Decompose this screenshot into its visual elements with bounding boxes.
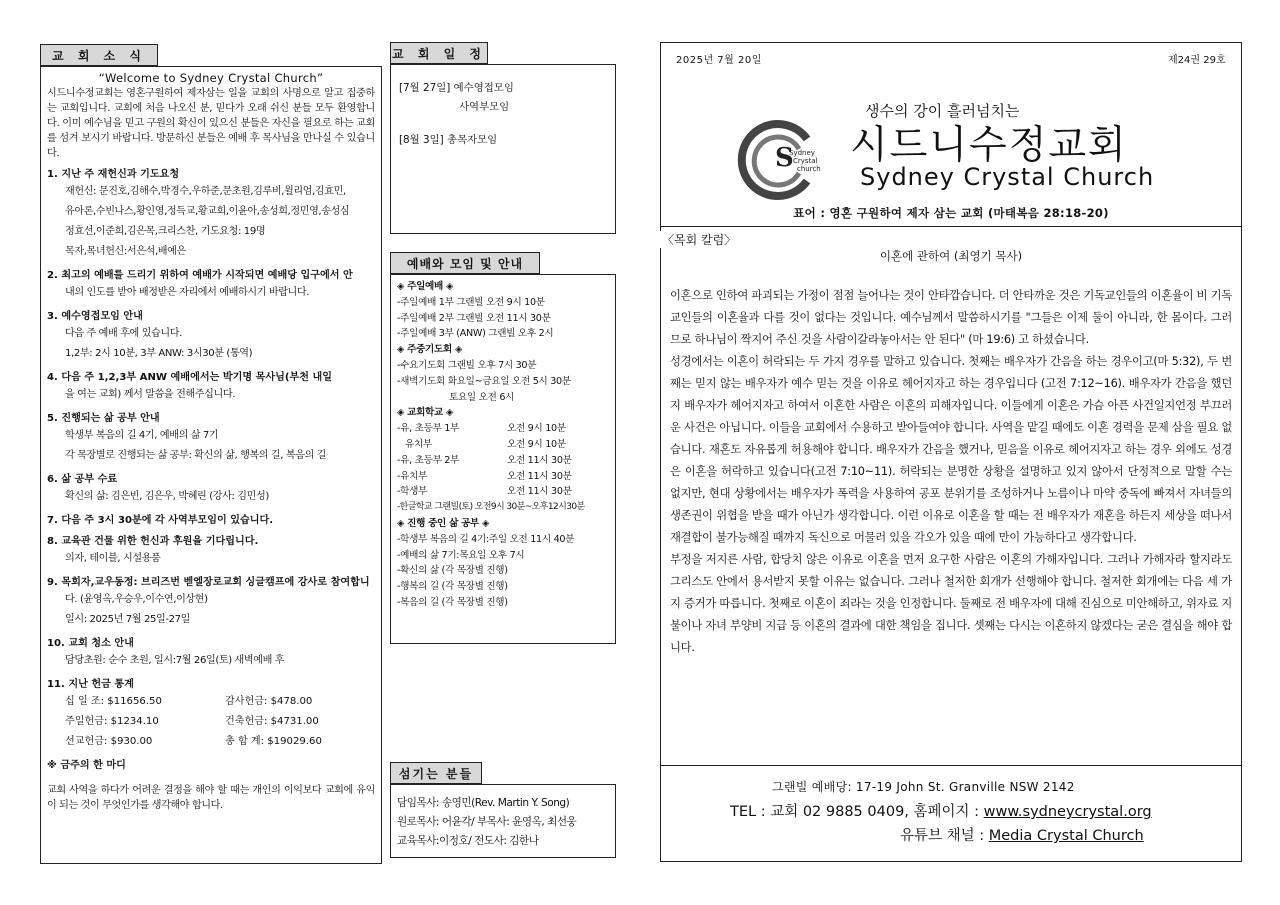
service-line: -주일예배 2부 그랜빌 오전 11시 30분 (397, 312, 551, 324)
offering-table (47, 692, 375, 752)
news-item-3-line: 1,2부: 2시 10분, 3부 ANW: 3시30분 (통역) (65, 348, 253, 359)
youtube-label: 유튜브 채널 : (900, 828, 989, 844)
news-item-9-line: 다. (윤영옥,우승우,이수연,이상현) (65, 594, 208, 605)
school-time: 오전 9시 10분 (507, 438, 566, 450)
news-item-11-heading: 11. 지난 헌금 통계 (47, 679, 134, 690)
staff-line: 원로목사: 어윤각/ 부목사: 윤영옥, 최선웅 (397, 816, 577, 828)
service-line: 토요일 오전 6시 (449, 391, 515, 403)
welcome-heading: “Welcome to Sydney Crystal Church” (98, 71, 324, 85)
news-item-5-line: 학생부 복음의 길 4기, 예배의 삶 7기 (65, 430, 219, 441)
school-row (397, 469, 609, 485)
bulletin-date: 2025년 7월 20일 (676, 55, 762, 66)
news-item-6-heading: 6. 삶 공부 수료 (47, 474, 118, 485)
news-item-1-line: 재헌신: 문진호,김해수,박경수,우하준,문초원,김루비,윌리엄,김효민, (65, 186, 346, 197)
service-line: -주일예배 1부 그랜빌 오전 9시 10분 (397, 296, 545, 308)
youtube-line (660, 824, 1242, 845)
news-section-title: 교 회 소 식 (40, 44, 158, 66)
service-line: -한글학교 그랜빌(토) 오전9시 30분~오후12시30분 (397, 502, 585, 513)
staff-section-title: 섬기는 분들 (390, 762, 482, 784)
logo-text: Crystal (793, 157, 818, 165)
schedule-section (390, 64, 616, 234)
school-group: -유, 초등부 2부 (397, 454, 460, 466)
church-school-heading: ◈ 교회학교 ◈ (397, 407, 454, 419)
school-group: -유, 초등부 1부 (397, 423, 460, 435)
offering-cell: 십 일 조: $11656.50 (65, 696, 162, 707)
schedule-section-title: 교 회 일 정 (390, 42, 488, 64)
worship-section (390, 274, 616, 644)
school-time: 오전 9시 10분 (507, 423, 566, 435)
news-item-10-heading: 10. 교회 청소 안내 (47, 638, 134, 649)
news-item-4-heading: 4. 다음 주 1,2,3부 ANW 예배에서는 박기명 목사님(부천 내일 (47, 372, 332, 383)
staff-section (390, 784, 616, 858)
church-motto: 표어 : 영혼 구원하여 제자 삼는 교회 (마태복음 28:18-20) (793, 206, 1109, 220)
phone-label: TEL : 교회 02 9885 0409, 홈페이지 : (730, 804, 984, 820)
service-line: -학생부 복음의 길 4기:주일 오전 11시 40분 (397, 533, 575, 545)
life-study-heading: ◈ 진행 중인 삶 공부 ◈ (397, 517, 490, 529)
schedule-date: [7월 27일] (399, 82, 451, 94)
divider (660, 765, 1242, 766)
offering-cell: 감사헌금: $478.00 (225, 696, 313, 707)
service-line: -주일예배 3부 (ANW) 그랜빌 오후 2시 (397, 328, 554, 340)
column-paragraph: 성경에서는 이혼이 허락되는 두 가지 경우를 말하고 있습니다. 첫째는 배우자가 간음을 하는 경우이고(마 5:32), 두 번째는 믿지 않는 배우자가 예수 믿는 것을 이유로 헤어지자고 하는 경우입니다 (고전 7:12~16). 배우자가 간음을 했던지 배우자가 헤어지자고 하여서 이혼한 사람은 이혼의 피해자입니다. 이들에게 이혼은 가슴 아픈 사건일지언정 부끄러운 사건은 아닙니다. 이들을 교회에서 수용하고 받아들여야 합니다. 사역을 맡길 때에도 이혼 경력을 문제 삼을 필요 없습니다. 재혼도 자유롭게 허용해야 합니다. 배우자가 간음을 했거나, 믿음을 이유로 헤어지자고 하는 경우 외에도 성경은 이혼을 허락하고 있습니다(고전 7:10~11). 허락되는 분명한 상황을 설명하고 있지 않아서 단정적으로 말할 수는 없지만, 현대 상황에서는 배우자가 폭력을 사용하여 공포 분위기를 조성하거나 노름이나 마약 중독에 빠져서 자녀들의 생존권이 위협을 받을 때가 아닌가 생각합니다. 이런 이유로 이혼을 할 때는 전 배우자가 재혼을 하든지 세상을 떠나서 재결합이 불가능해질 때까지 독신으로 머물러 있을 각오가 있을 때에 만이 가능하다고 생각합니다. (670, 355, 1232, 544)
news-item-4-line: 을 여는 교회) 께서 말씀을 전해주십니다. (65, 389, 235, 400)
service-line: -새벽기도회 화요일~금요일 오전 5시 30분 (397, 375, 571, 387)
church-name-korean: 시드니수정교회 (850, 123, 1128, 168)
youtube-channel-link[interactable]: Media Crystal Church (988, 828, 1144, 844)
school-row (397, 484, 609, 500)
news-item-5-heading: 5. 진행되는 삶 공부 안내 (47, 413, 160, 424)
staff-line: 담임목사: 송영민(Rev. Martin Y. Song) (397, 797, 570, 809)
news-item-3-heading: 3. 예수영접모임 안내 (47, 311, 143, 322)
schedule-date: [8월 3일] (399, 134, 444, 146)
divider (660, 226, 1242, 227)
news-item-1-line: 목자,목녀헌신:서은석,배예은 (65, 246, 186, 257)
offering-cell: 주일헌금: $1234.10 (65, 716, 159, 727)
news-item-8-heading: 8. 교육관 건물 위한 헌신과 후원을 기다립니다. (47, 536, 259, 547)
staff-line: 교육목사:이정호/ 전도사: 김한나 (397, 835, 539, 847)
news-item-1-line: 유아론,수빈나스,황인영,정득교,황교희,이윤아,송성희,정민영,송성심 (65, 206, 350, 217)
service-line: -복음의 길 (각 목장별 진행) (397, 596, 508, 608)
offering-cell: 건축헌금: $4731.00 (225, 716, 319, 727)
worship-section-title: 예배와 모임 및 안내 (390, 252, 540, 274)
school-row (397, 453, 609, 469)
church-logo-icon (737, 119, 825, 201)
svg-text:S: S (775, 143, 794, 173)
schedule-event: 총목자모임 (447, 134, 498, 146)
offering-cell: 총 합 계: $19029.60 (225, 736, 322, 747)
pastor-column (670, 285, 1232, 659)
service-line: -확신의 삶 (각 목장별 진행) (397, 565, 508, 577)
column-paragraph: 이혼으로 인하여 파괴되는 가정이 점점 늘어나는 것이 안타깝습니다. 더 안타까운 것은 기독교인들의 이혼율이 비 기독교인들의 이혼율과 다를 것이 없다는 것입니다. 예수님께서 말씀하시기를 "그들은 이제 둘이 아니라, 한 몸이다. 그러므로 하나님이 짝지어 주신 것을 사람이갈라놓아서는 안 된다" (마 19:6) 고 하셨습니다. (670, 289, 1232, 346)
word-of-week-text: 교회 사역을 하다가 어려운 결정을 해야 할 때는 개인의 이익보다 교회에 유익이 되는 것이 무엇인가를 생각해야 합니다. (47, 785, 375, 811)
school-row (397, 437, 609, 453)
school-group: 유치부 (405, 438, 432, 450)
schedule-event: 예수영접모임 (453, 82, 514, 94)
news-item-7-heading: 7. 다음 주 3시 30분에 각 사역부모임이 있습니다. (47, 515, 274, 526)
schedule-item (399, 79, 607, 98)
contact-line (660, 800, 1242, 821)
news-item-9-line: 일시: 2025년 7월 25일-27일 (65, 614, 190, 625)
column-label: 〈목회 칼럼〉 (656, 231, 742, 248)
news-item-2-heading: 2. 최고의 예배를 드리기 위하여 예배가 시작되면 예배당 입구에서 안 (47, 270, 353, 281)
bulletin-volume: 제24권 29호 (1168, 55, 1226, 66)
church-tagline: 생수의 강이 흘러넘치는 (865, 102, 1020, 120)
intro-text: 시드니수정교회는 영혼구원하여 제자삼는 일을 교회의 사명으로 알고 집중하는 교회입니다. 교회에 처음 나오신 분, 믿다가 오래 쉬신 분들 모두 환영합니다. 이미 예수님을 믿고 구원의 확신이 있으신 분들은 자신을 필요로 하는 교회를 섬겨 보시기 바랍니다. 방문하신 분들은 예배 후 목사님을 만나실 수 있습니다. (47, 88, 375, 159)
word-of-week-heading: ※ 금주의 한 마디 (47, 760, 126, 771)
service-line: -예배의 삶 7기:목요일 오후 7시 (397, 549, 525, 561)
logo-text: Sydney (789, 149, 815, 157)
news-item-1-line: 정효선,이준희,김은목,크리스찬, 기도요청: 19명 (65, 226, 266, 237)
news-item-3-line: 다음 주 예배 후에 있습니다. (65, 328, 182, 339)
schedule-item (399, 131, 607, 150)
service-line: -행복의 길 (각 목장별 진행) (397, 581, 508, 593)
school-row (397, 421, 609, 437)
school-time: 오전 11시 30분 (507, 486, 572, 498)
school-time: 오전 11시 30분 (507, 454, 572, 466)
prayer-meeting-heading: ◈ 주중기도회 ◈ (397, 344, 463, 356)
school-group: -유치부 (397, 470, 428, 482)
website-link[interactable]: www.sydneycrystal.org (983, 804, 1152, 820)
column-paragraph: 부정을 저지른 사람, 합당치 않은 이유로 이혼을 먼저 요구한 사람은 이혼의 가해자입니다. 그러나 가해자라 할지라도 그리스도 안에서 용서받지 못할 이유는 없습니다. 그러나 철저한 회개가 선행해야 합니다. 철저한 회개에는 다음 세 가지 증거가 따릅니다. 첫째로 이혼이 죄라는 것을 인정합니다. 둘째로 전 배우자에 대해 진심으로 미안해하고, 위자료 지불이나 자녀 부양비 지급 등 이혼의 결과에 대한 책임을 집니다. 셋째는 다시는 이혼하지 않겠다는 굳은 결심을 해야 합니다. (670, 553, 1232, 654)
service-line: -수요기도회 그랜빌 오후 7시 30분 (397, 359, 537, 371)
logo-text: church (797, 165, 821, 173)
news-section (40, 66, 382, 864)
news-item-9-heading: 9. 목회자,교우동정: 브리즈번 벧엘장로교회 싱글캠프에 강사로 참여합니 (47, 577, 370, 588)
column-title: 이혼에 관하여 (최영기 목사) (879, 249, 1023, 263)
schedule-event: 사역부모임 (459, 101, 510, 113)
news-item-2-line: 내의 인도를 받아 배정받은 자리에서 예배하시기 바랍니다. (65, 287, 310, 298)
school-time: 오전 11시 30분 (507, 470, 572, 482)
news-item-8-line: 의자, 테이블, 시설용품 (65, 553, 161, 564)
news-item-6-line: 확신의 삶: 김은빈, 김은우, 박혜린 (강사: 김민성) (65, 491, 269, 502)
school-group: -학생부 (397, 486, 428, 498)
church-name-english: Sydney Crystal Church (860, 163, 1155, 191)
news-item-1-heading: 1. 지난 주 재헌신과 기도요청 (47, 169, 180, 180)
news-item-10-line: 담당초원: 순수 초원, 일시:7월 26일(토) 새벽예배 후 (65, 655, 285, 666)
offering-cell: 선교헌금: $930.00 (65, 736, 153, 747)
news-item-5-line: 각 목장별로 진행되는 삶 공부: 확신의 삶, 행복의 길, 복음의 길 (65, 450, 327, 461)
church-address: 그랜빌 예배당: 17-19 John St. Granville NSW 2142 (772, 780, 1075, 794)
sunday-service-heading: ◈ 주일예배 ◈ (397, 281, 454, 292)
